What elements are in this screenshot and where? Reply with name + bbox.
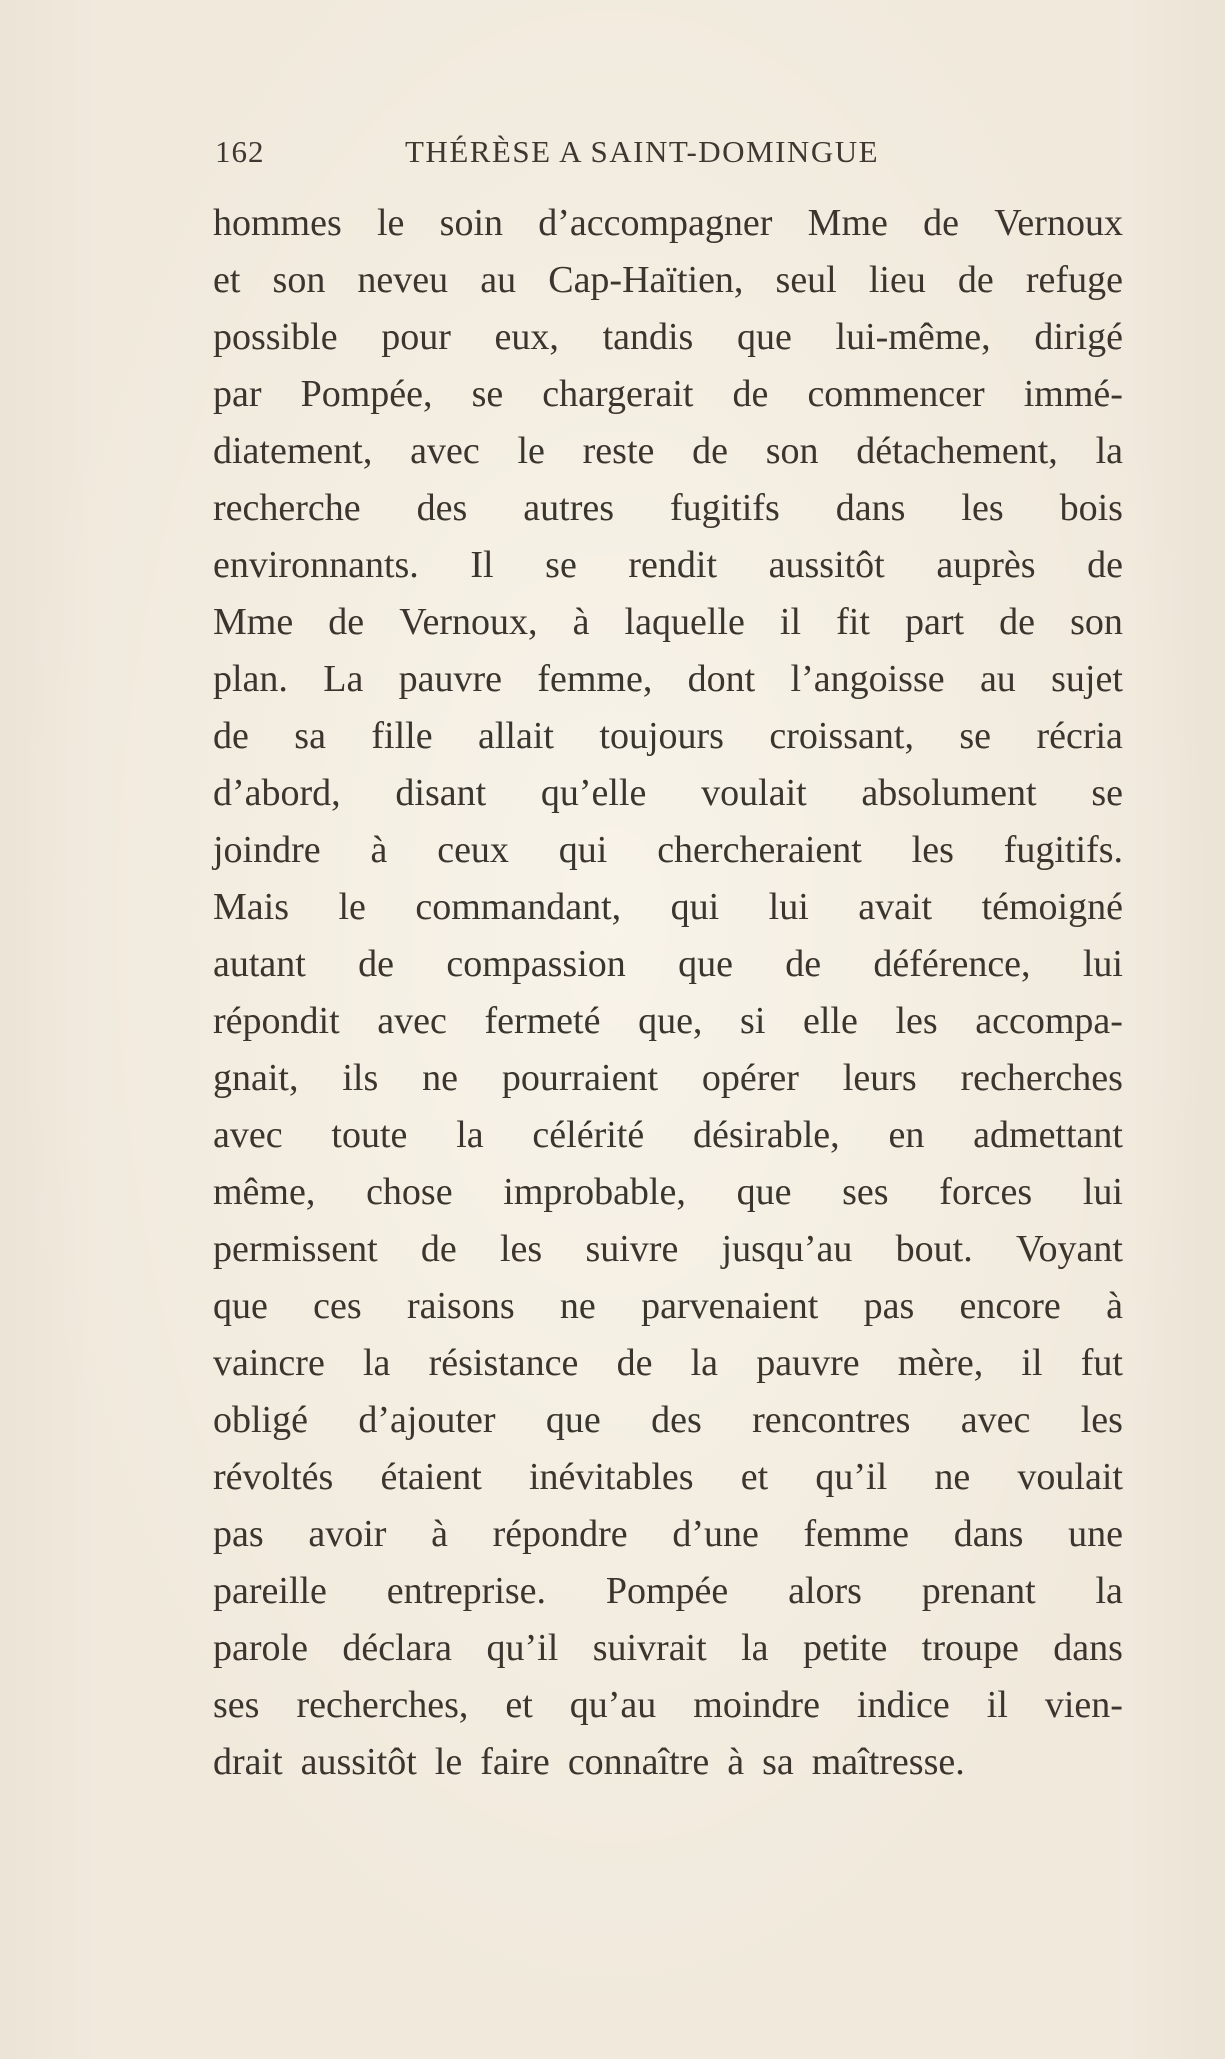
text-line: parole déclara qu’il suivrait la petite troupe dans <box>213 1627 1123 1669</box>
text-line: recherche des autres fugitifs dans les bois <box>213 487 1123 529</box>
text-line: joindre à ceux qui chercheraient les fugitifs. <box>213 829 1123 871</box>
text-line: pas avoir à répondre d’une femme dans une <box>213 1513 1123 1555</box>
text-line: révoltés étaient inévitables et qu’il ne voulait <box>213 1456 1123 1498</box>
page-number: 162 <box>215 134 265 169</box>
body-text <box>213 195 1123 1791</box>
text-line: gnait, ils ne pourraient opérer leurs recherches <box>213 1057 1123 1099</box>
text-line: Mais le commandant, qui lui avait témoigné <box>213 886 1123 928</box>
text-line: Mme de Vernoux, à laquelle il fit part de son <box>213 601 1123 643</box>
text-line: même, chose improbable, que ses forces lui <box>213 1171 1123 1213</box>
text-line: permissent de les suivre jusqu’au bout. Voyant <box>213 1228 1123 1270</box>
text-line: d’abord, disant qu’elle voulait absolument se <box>213 772 1123 814</box>
text-line: vaincre la résistance de la pauvre mère, il fut <box>213 1342 1123 1384</box>
text-line: autant de compassion que de déférence, lui <box>213 943 1123 985</box>
text-line: de sa fille allait toujours croissant, se récria <box>213 715 1123 757</box>
text-line: et son neveu au Cap-Haïtien, seul lieu de refuge <box>213 259 1123 301</box>
text-line: possible pour eux, tandis que lui-même, dirigé <box>213 316 1123 358</box>
text-line: plan. La pauvre femme, dont l’angoisse au sujet <box>213 658 1123 700</box>
text-line: diatement, avec le reste de son détachement, la <box>213 430 1123 472</box>
text-line: hommes le soin d’accompagner Mme de Vernoux <box>213 202 1123 244</box>
text-line: obligé d’ajouter que des rencontres avec les <box>213 1399 1123 1441</box>
text-line: ses recherches, et qu’au moindre indice il vien- <box>213 1684 1123 1726</box>
running-head <box>215 134 940 174</box>
text-line: que ces raisons ne parvenaient pas encore à <box>213 1285 1123 1327</box>
text-line: avec toute la célérité désirable, en admettant <box>213 1114 1123 1156</box>
text-line: répondit avec fermeté que, si elle les accompa- <box>213 1000 1123 1042</box>
text-line: pareille entreprise. Pompée alors prenant la <box>213 1570 1123 1612</box>
text-line: environnants. Il se rendit aussitôt auprès de <box>213 544 1123 586</box>
running-title: THÉRÈSE A SAINT-DOMINGUE <box>405 134 880 169</box>
text-line: par Pompée, se chargerait de commencer immé- <box>213 373 1123 415</box>
text-line: drait aussitôt le faire connaître à sa maîtresse. <box>213 1741 965 1783</box>
